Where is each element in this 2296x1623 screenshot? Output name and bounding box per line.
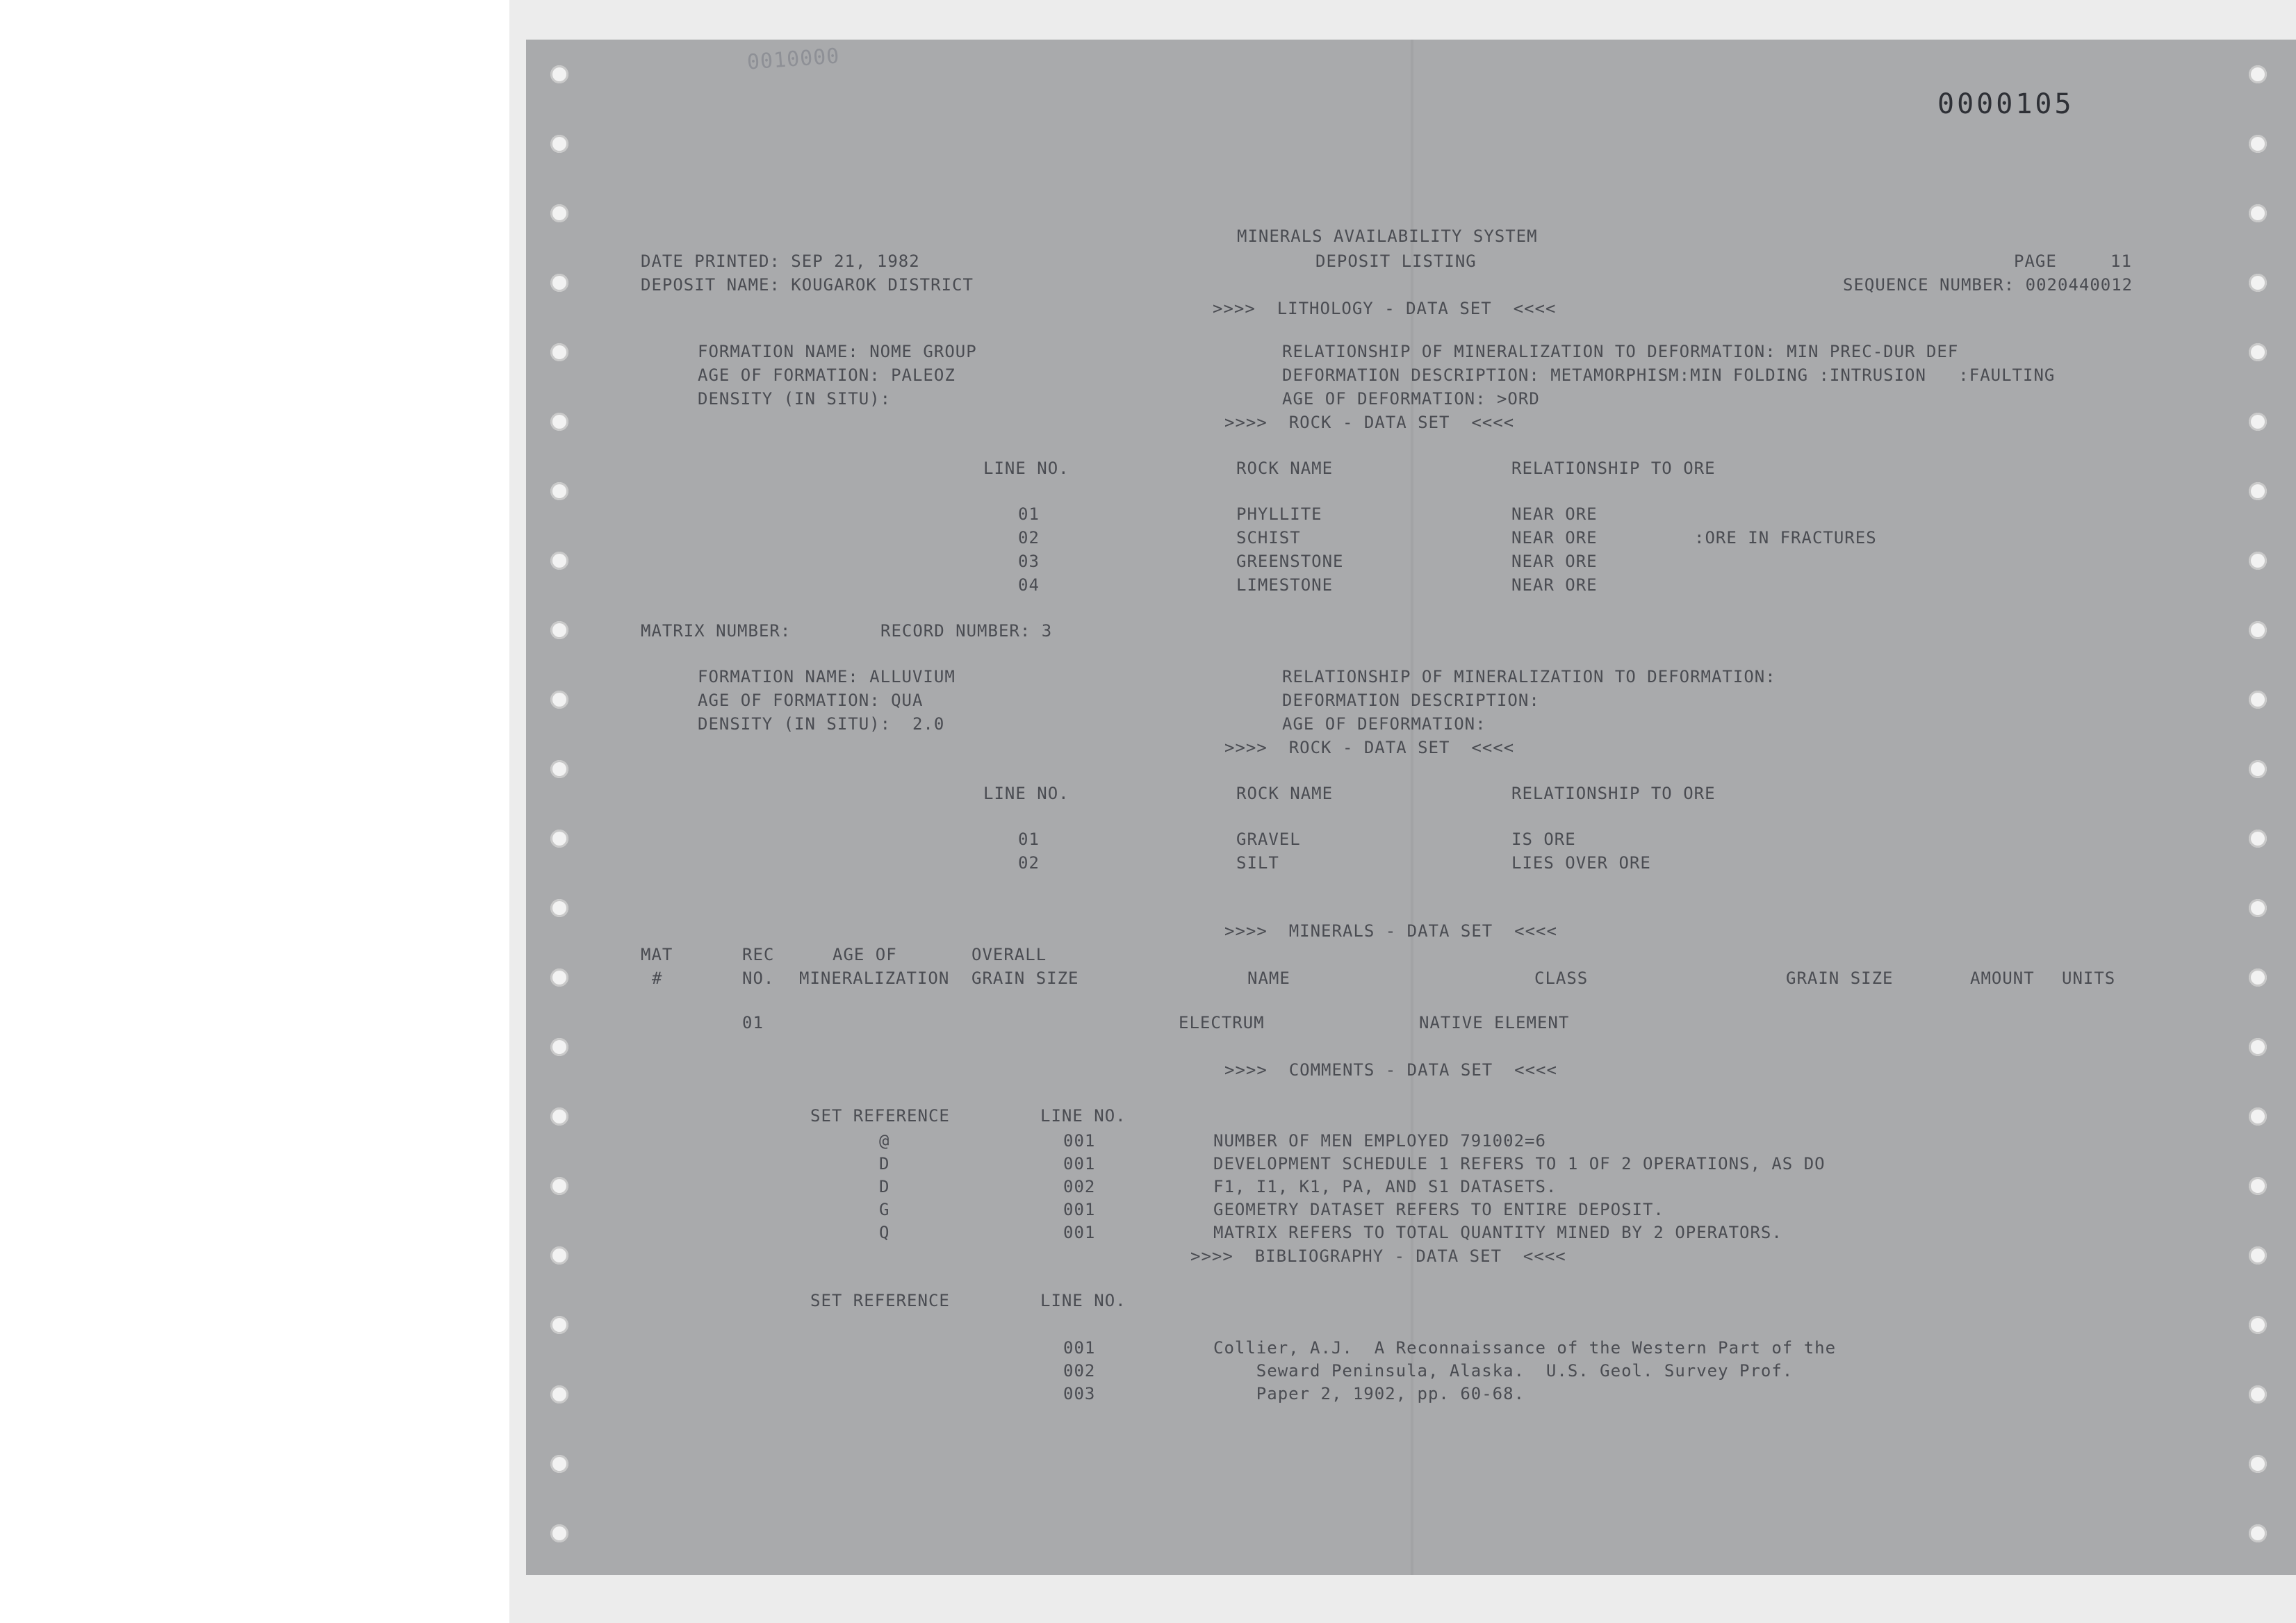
feed-hole <box>2249 1316 2267 1334</box>
formation1-name: FORMATION NAME: NOME GROUP <box>698 342 977 361</box>
listing-title: DEPOSIT LISTING <box>1315 252 1477 271</box>
table-row-relationship: NEAR ORE <box>1511 528 1598 547</box>
bibliography-text: Paper 2, 1902, pp. 60-68. <box>1213 1384 1525 1403</box>
table-row-rock: PHYLLITE <box>1236 504 1322 524</box>
comment-line: 001 <box>1063 1200 1096 1219</box>
rock2-header-rock-name: ROCK NAME <box>1236 784 1334 803</box>
mineral-row-rec: 01 <box>742 1013 764 1032</box>
feed-hole <box>2249 482 2267 500</box>
rock1-header-rock-name: ROCK NAME <box>1236 459 1334 478</box>
comment-line: 001 <box>1063 1131 1096 1151</box>
feed-hole <box>2249 1524 2267 1542</box>
feed-hole <box>2249 343 2267 361</box>
table-row-rock: GREENSTONE <box>1236 552 1344 571</box>
document-number: 0000105 <box>1937 88 2074 120</box>
table-row-line: 02 <box>1018 853 1040 873</box>
feed-hole <box>550 969 568 987</box>
feed-hole <box>2249 830 2267 848</box>
feed-hole <box>550 1177 568 1195</box>
feed-hole <box>550 621 568 639</box>
table-row-relationship: IS ORE <box>1511 830 1576 849</box>
comment-text: MATRIX REFERS TO TOTAL QUANTITY MINED BY 2 OPERATORS. <box>1213 1223 1782 1242</box>
comment-line: 001 <box>1063 1223 1096 1242</box>
feed-hole <box>2249 969 2267 987</box>
sequence-number: SEQUENCE NUMBER: 0020440012 <box>1843 275 2133 295</box>
rock1-header-relationship: RELATIONSHIP TO ORE <box>1511 459 1716 478</box>
comments-section-title: >>>> COMMENTS - DATA SET <<<< <box>1224 1060 1557 1080</box>
bibliography-line: 003 <box>1063 1384 1096 1403</box>
table-row-rock: SCHIST <box>1236 528 1301 547</box>
lithology-section-title: >>>> LITHOLOGY - DATA SET <<<< <box>1213 299 1557 318</box>
formation1-relationship: RELATIONSHIP OF MINERALIZATION TO DEFORMATION: MIN PREC-DUR DEF <box>1282 342 1959 361</box>
minerals-section-title: >>>> MINERALS - DATA SET <<<< <box>1224 921 1557 941</box>
feed-hole <box>2249 1107 2267 1126</box>
faint-stamp-number: 0010000 <box>746 44 841 75</box>
formation1-deformation-description: DEFORMATION DESCRIPTION: METAMORPHISM:MIN FOLDING :INTRUSION :FAULTING <box>1282 365 2056 385</box>
comment-text: F1, I1, K1, PA, AND S1 DATASETS. <box>1213 1177 1557 1196</box>
table-row-line: 01 <box>1018 504 1040 524</box>
feed-hole <box>2249 274 2267 292</box>
feed-hole <box>2249 65 2267 83</box>
comment-ref: Q <box>879 1223 890 1242</box>
feed-hole <box>2249 621 2267 639</box>
minerals-header-no: NO. <box>742 969 775 988</box>
table-row-relationship: NEAR ORE <box>1511 575 1598 595</box>
comments-header-line-no: LINE NO. <box>1040 1106 1126 1126</box>
minerals-header-age-of: AGE OF <box>833 945 897 964</box>
table-row-line: 02 <box>1018 528 1040 547</box>
comment-line: 001 <box>1063 1154 1096 1173</box>
feed-hole <box>550 135 568 153</box>
comment-text: GEOMETRY DATASET REFERS TO ENTIRE DEPOSIT. <box>1213 1200 1664 1219</box>
feed-hole <box>550 552 568 570</box>
feed-hole <box>2249 1246 2267 1264</box>
feed-hole <box>550 899 568 917</box>
minerals-header-class: CLASS <box>1534 969 1589 988</box>
formation2-age: AGE OF FORMATION: QUA <box>698 691 924 710</box>
table-row-relationship: LIES OVER ORE <box>1511 853 1651 873</box>
formation2-rock-section-title: >>>> ROCK - DATA SET <<<< <box>1224 738 1515 757</box>
formation2-relationship: RELATIONSHIP OF MINERALIZATION TO DEFORMATION: <box>1282 667 1776 686</box>
feed-hole <box>2249 1177 2267 1195</box>
deposit-name: DEPOSIT NAME: KOUGAROK DISTRICT <box>641 275 974 295</box>
matrix-number: MATRIX NUMBER: <box>641 621 792 641</box>
feed-hole <box>550 204 568 222</box>
date-printed: DATE PRINTED: SEP 21, 1982 <box>641 252 920 271</box>
feed-hole <box>550 1524 568 1542</box>
bibliography-header-set-reference: SET REFERENCE <box>810 1291 950 1310</box>
rock1-header-line-no: LINE NO. <box>983 459 1069 478</box>
minerals-header-name: NAME <box>1247 969 1290 988</box>
minerals-header-hash: # <box>652 969 663 988</box>
minerals-header-amount: AMOUNT <box>1970 969 2035 988</box>
minerals-header-mineralization: MINERALIZATION <box>799 969 950 988</box>
minerals-header-overall-grain-size: GRAIN SIZE <box>971 969 1079 988</box>
bibliography-header-line-no: LINE NO. <box>1040 1291 1126 1310</box>
comment-ref: G <box>879 1200 890 1219</box>
table-row-line: 01 <box>1018 830 1040 849</box>
feed-hole <box>550 1385 568 1403</box>
table-row-note: :ORE IN FRACTURES <box>1694 528 1877 547</box>
mineral-row-name: ELECTRUM <box>1179 1013 1265 1032</box>
comment-text: NUMBER OF MEN EMPLOYED 791002=6 <box>1213 1131 1546 1151</box>
minerals-header-rec: REC <box>742 945 775 964</box>
comments-header-set-reference: SET REFERENCE <box>810 1106 950 1126</box>
record-number: RECORD NUMBER: 3 <box>880 621 1053 641</box>
feed-hole <box>550 1455 568 1473</box>
page-number: PAGE 11 <box>2014 252 2132 271</box>
bibliography-line: 001 <box>1063 1338 1096 1358</box>
minerals-header-grain-size: GRAIN SIZE <box>1786 969 1894 988</box>
formation1-age: AGE OF FORMATION: PALEOZ <box>698 365 956 385</box>
comment-ref: @ <box>879 1131 890 1151</box>
feed-hole <box>550 760 568 778</box>
feed-hole <box>550 1246 568 1264</box>
feed-hole <box>2249 1385 2267 1403</box>
feed-hole <box>550 65 568 83</box>
table-row-line: 03 <box>1018 552 1040 571</box>
minerals-header-units: UNITS <box>2062 969 2116 988</box>
feed-hole <box>2249 204 2267 222</box>
minerals-header-mat: MAT <box>641 945 673 964</box>
rock2-header-relationship: RELATIONSHIP TO ORE <box>1511 784 1716 803</box>
comment-line: 002 <box>1063 1177 1096 1196</box>
bibliography-text: Collier, A.J. A Reconnaissance of the Western Part of the <box>1213 1338 1837 1358</box>
system-title: MINERALS AVAILABILITY SYSTEM <box>1237 226 1538 246</box>
table-row-rock: GRAVEL <box>1236 830 1301 849</box>
table-row-rock: LIMESTONE <box>1236 575 1334 595</box>
table-row-rock: SILT <box>1236 853 1279 873</box>
feed-hole <box>2249 413 2267 431</box>
bibliography-section-title: >>>> BIBLIOGRAPHY - DATA SET <<<< <box>1190 1246 1566 1266</box>
comment-ref: D <box>879 1177 890 1196</box>
feed-hole <box>550 482 568 500</box>
bibliography-line: 002 <box>1063 1361 1096 1381</box>
feed-hole <box>550 1316 568 1334</box>
comment-ref: D <box>879 1154 890 1173</box>
feed-hole <box>550 274 568 292</box>
formation1-density: DENSITY (IN SITU): <box>698 389 892 409</box>
feed-hole <box>2249 760 2267 778</box>
formation2-deformation-description: DEFORMATION DESCRIPTION: <box>1282 691 1540 710</box>
comment-text: DEVELOPMENT SCHEDULE 1 REFERS TO 1 OF 2 OPERATIONS, AS DO <box>1213 1154 1826 1173</box>
formation2-name: FORMATION NAME: ALLUVIUM <box>698 667 956 686</box>
feed-hole <box>550 343 568 361</box>
feed-hole <box>2249 1038 2267 1056</box>
feed-hole <box>2249 135 2267 153</box>
feed-hole <box>2249 552 2267 570</box>
formation2-age-deformation: AGE OF DEFORMATION: <box>1282 714 1486 734</box>
formation1-rock-section-title: >>>> ROCK - DATA SET <<<< <box>1224 413 1515 432</box>
table-row-line: 04 <box>1018 575 1040 595</box>
rock2-header-line-no: LINE NO. <box>983 784 1069 803</box>
formation2-density: DENSITY (IN SITU): 2.0 <box>698 714 945 734</box>
feed-hole <box>550 413 568 431</box>
feed-hole <box>550 1107 568 1126</box>
feed-hole <box>550 691 568 709</box>
minerals-header-overall: OVERALL <box>971 945 1047 964</box>
feed-hole <box>2249 691 2267 709</box>
feed-hole <box>550 830 568 848</box>
feed-hole <box>2249 899 2267 917</box>
feed-hole <box>2249 1455 2267 1473</box>
mineral-row-class: NATIVE ELEMENT <box>1419 1013 1570 1032</box>
formation1-age-deformation: AGE OF DEFORMATION: >ORD <box>1282 389 1540 409</box>
table-row-relationship: NEAR ORE <box>1511 504 1598 524</box>
bibliography-text: Seward Peninsula, Alaska. U.S. Geol. Survey Prof. <box>1213 1361 1794 1381</box>
feed-hole <box>550 1038 568 1056</box>
table-row-relationship: NEAR ORE <box>1511 552 1598 571</box>
